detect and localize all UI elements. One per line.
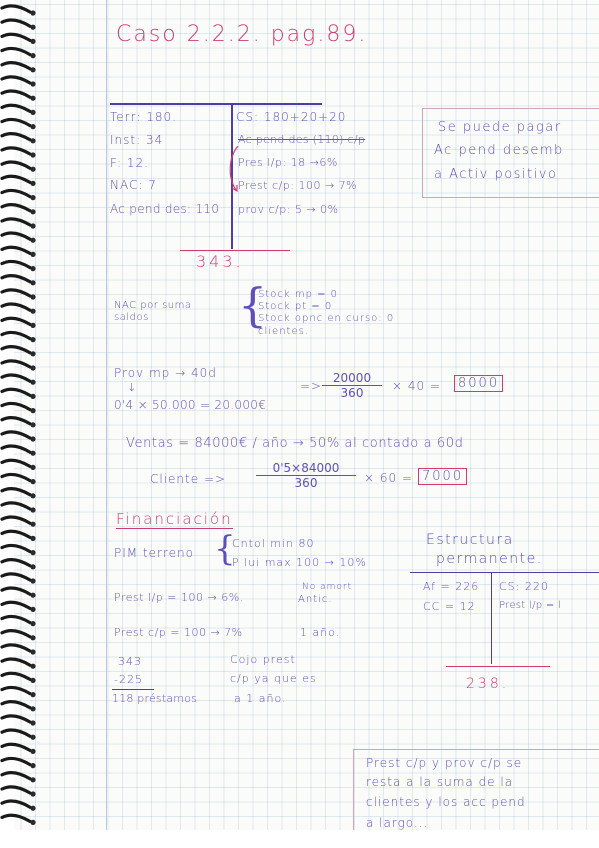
prov-denominator: 360 bbox=[340, 386, 364, 400]
balance-total-line bbox=[180, 250, 290, 251]
pim-item: Cntol min 80 bbox=[232, 537, 315, 550]
balance-left-item: Ac pend des: 110 bbox=[110, 202, 220, 216]
estructura-divider bbox=[491, 572, 492, 664]
calc-note: Cojo prest bbox=[230, 653, 296, 666]
bottom-note-line: clientes y los acc pend bbox=[366, 795, 526, 809]
page-title: Caso 2.2.2. pag.89. bbox=[116, 22, 368, 47]
estructura-left: Af = 226 bbox=[423, 580, 480, 593]
prov-numerator: 20000 bbox=[322, 371, 382, 386]
calc-line: 343 bbox=[118, 655, 142, 668]
note-line: a Activ positivo bbox=[434, 167, 558, 182]
arrow-icon bbox=[224, 144, 244, 194]
estructura-left: CC = 12 bbox=[423, 600, 476, 613]
balance-right-item: Prest c/p: 100 → 7% bbox=[238, 179, 358, 192]
calc-note: c/p ya que es bbox=[230, 672, 317, 685]
prov-line-2: 0'4 × 50.000 = 20.000€ bbox=[114, 398, 267, 412]
cliente-numerator: 0'5×84000 bbox=[256, 461, 356, 476]
note-line: Ac pend desemb bbox=[434, 143, 564, 158]
balance-left-item: NAC: 7 bbox=[110, 178, 157, 192]
estructura-right: CS: 220 bbox=[499, 580, 549, 593]
estructura-top-line bbox=[410, 572, 599, 573]
cliente-label: Cliente => bbox=[150, 472, 227, 486]
estructura-right: Prest l/p = l bbox=[499, 600, 562, 611]
calc-line: -225 bbox=[114, 673, 143, 686]
balance-left-item: F: 12. bbox=[110, 156, 149, 170]
calc-underline bbox=[112, 689, 154, 690]
prov-fraction bbox=[322, 371, 382, 400]
estructura-heading: permanente. bbox=[436, 551, 543, 567]
page-bottom-edge bbox=[0, 830, 599, 848]
bottom-note-line: Prest c/p y prov c/p se bbox=[366, 756, 523, 770]
down-arrow-icon: ↓ bbox=[127, 381, 138, 394]
balance-left-item: Inst: 34 bbox=[110, 133, 164, 147]
prest-cp-line: Prest c/p = 100 → 7% bbox=[114, 626, 243, 639]
prov-multiplier: × 40 = bbox=[392, 379, 442, 393]
pim-item: P lui max 100 → 10% bbox=[232, 556, 367, 569]
nac-label: NAC por suma saldos bbox=[114, 300, 192, 323]
balance-right-item: CS: 180+20+20 bbox=[236, 110, 347, 124]
bottom-note-line: resta a la suma de la bbox=[366, 775, 514, 789]
cliente-denominator: 360 bbox=[294, 476, 318, 490]
financiacion-heading: Financiación bbox=[116, 510, 233, 528]
nac-brace: { bbox=[238, 278, 268, 332]
cliente-result: 7000 bbox=[418, 468, 467, 485]
estructura-total: 238. bbox=[466, 676, 510, 692]
ventas-line: Ventas = 84000€ / año → 50% al contado a 60d bbox=[126, 436, 464, 451]
estructura-total-line bbox=[446, 666, 550, 667]
pim-brace: { bbox=[214, 529, 236, 569]
balance-total: 343. bbox=[196, 252, 244, 271]
nac-item: Stock opnc en curso: 0 bbox=[258, 313, 395, 324]
balance-left-item: Terr: 180. bbox=[110, 110, 177, 124]
cliente-fraction bbox=[256, 461, 356, 490]
nac-item: Stock pt = 0 bbox=[258, 301, 333, 312]
margin-line bbox=[106, 0, 107, 848]
prest-cp-note: 1 año. bbox=[300, 626, 341, 639]
calc-line: 118 préstamos bbox=[112, 692, 198, 705]
prov-arrow: => bbox=[300, 379, 323, 393]
spiral-binding bbox=[0, 0, 46, 830]
balance-right-item-struck: Ac pend des (110) c/p bbox=[238, 133, 366, 146]
note-line: Se puede pagar bbox=[438, 120, 562, 135]
pim-label: PIM terreno bbox=[114, 546, 194, 560]
nac-item: clientes. bbox=[258, 326, 310, 337]
prest-lp-note: No amort bbox=[302, 582, 353, 592]
prov-result: 8000 bbox=[454, 375, 503, 392]
prest-lp-note: Antic. bbox=[298, 594, 333, 605]
prest-lp-line: Prest l/p = 100 → 6%. bbox=[114, 591, 244, 604]
prov-line-1: Prov mp → 40d bbox=[114, 366, 217, 380]
nac-item: Stock mp = 0 bbox=[258, 289, 339, 300]
balance-right-item: Pres l/p: 18 →6% bbox=[238, 156, 338, 169]
bottom-note-line: a largo... bbox=[366, 816, 429, 830]
estructura-heading: Estructura bbox=[426, 532, 514, 548]
cliente-multiplier: × 60 = bbox=[364, 471, 414, 485]
balance-right-item: prov c/p: 5 → 0% bbox=[238, 203, 339, 216]
t-account-top bbox=[110, 103, 322, 105]
calc-note: a 1 año. bbox=[234, 692, 287, 705]
